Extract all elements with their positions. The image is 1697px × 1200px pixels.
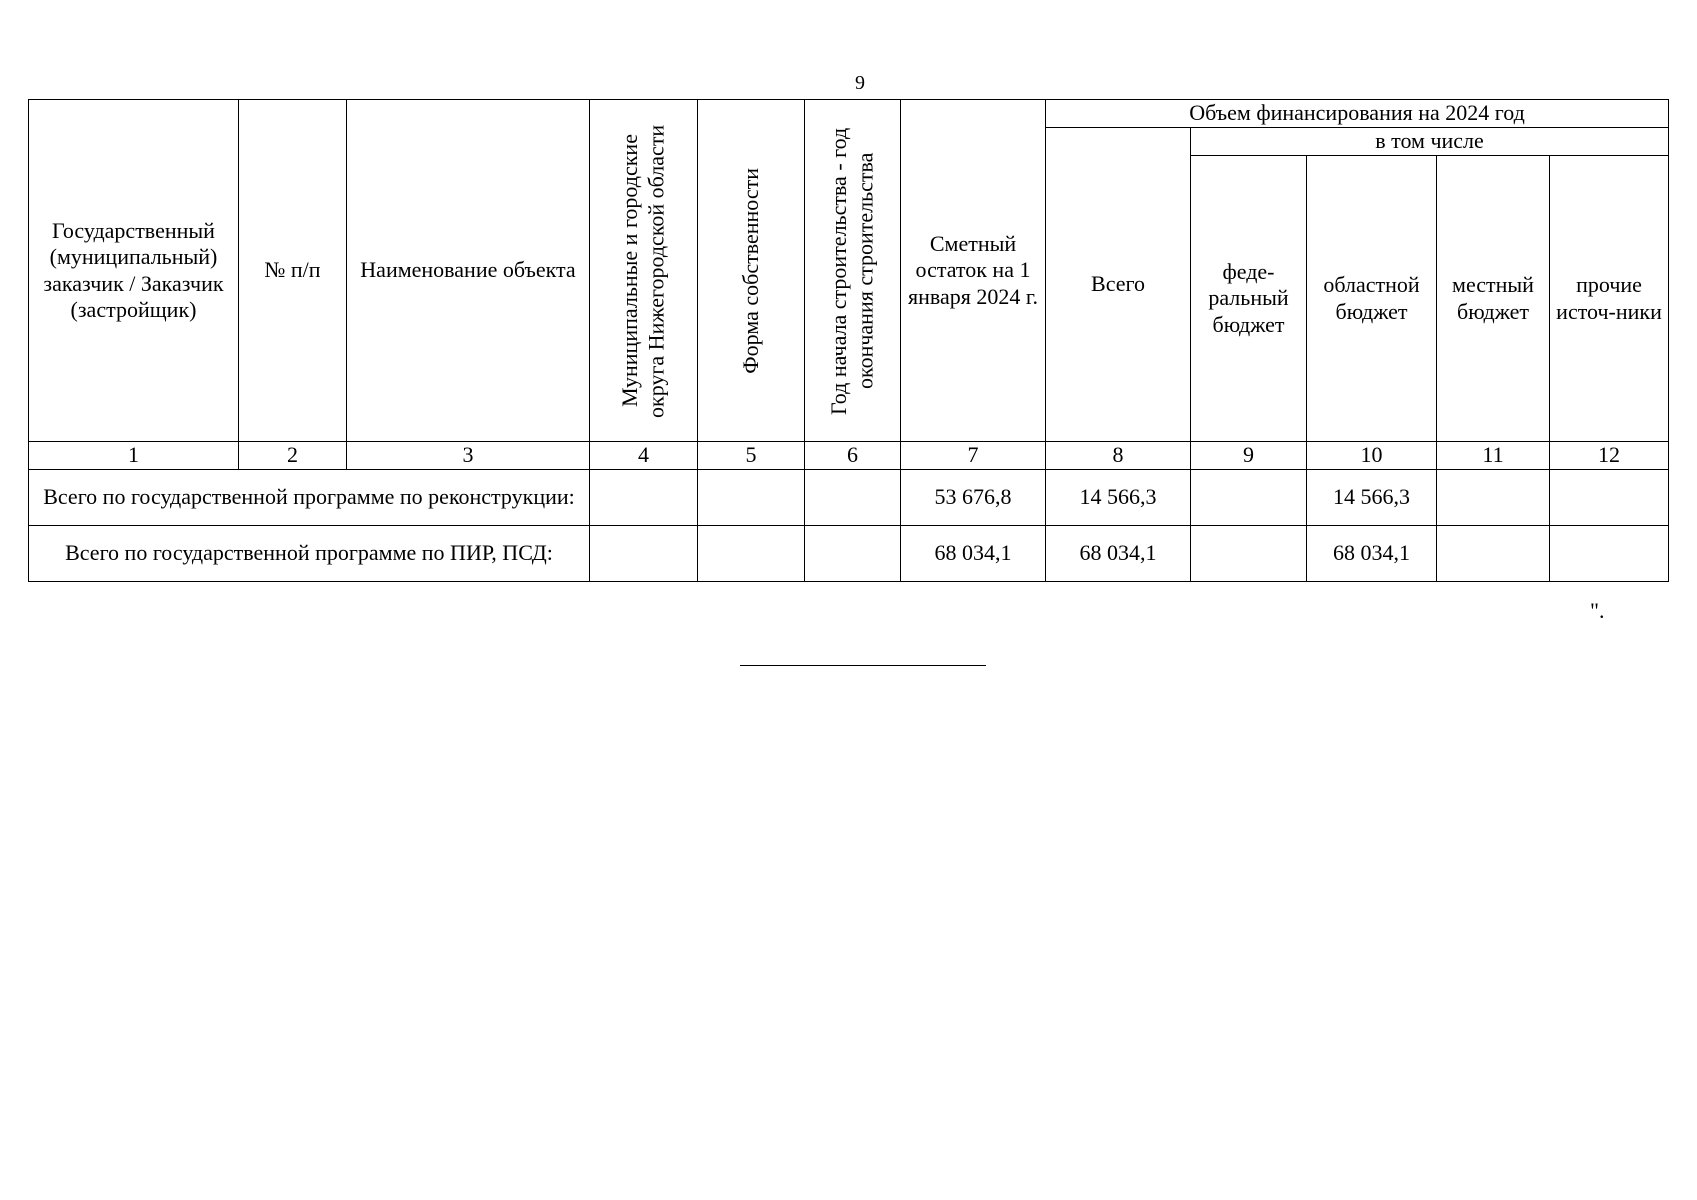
header-municipality-text: Муниципальные и городские округа Нижегородской области: [617, 123, 669, 418]
column-number: 7: [901, 442, 1046, 470]
column-number: 9: [1191, 442, 1307, 470]
header-ownership-text: Форма собственности: [737, 167, 763, 374]
cell-municipality: [590, 526, 698, 582]
header-ownership: [698, 100, 805, 442]
column-number: 6: [805, 442, 901, 470]
cell-total: 68 034,1: [1046, 526, 1191, 582]
column-number: 8: [1046, 442, 1191, 470]
column-number: 11: [1437, 442, 1550, 470]
cell-estimate-balance: 53 676,8: [901, 470, 1046, 526]
header-estimate-balance: Сметный остаток на 1 января 2024 г.: [901, 100, 1046, 442]
header-municipality: [590, 100, 698, 442]
closing-quote: ".: [1590, 598, 1605, 623]
table-row-pir-psd-total: [29, 526, 1669, 582]
table-row-reconstruction-total: [29, 470, 1669, 526]
column-number: 5: [698, 442, 805, 470]
column-number: 2: [239, 442, 347, 470]
row-label: Всего по государственной программе по реконструкции:: [29, 470, 590, 526]
cell-municipality: [590, 470, 698, 526]
column-number: 3: [347, 442, 590, 470]
row-label: Всего по государственной программе по ПИР, ПСД:: [29, 526, 590, 582]
column-number-row: [29, 442, 1669, 470]
cell-ownership: [698, 526, 805, 582]
cell-regional: 68 034,1: [1307, 526, 1437, 582]
header-construction-years-text: Год начала строительства - год окончания строительства: [826, 126, 878, 415]
cell-federal: [1191, 470, 1307, 526]
cell-other: [1550, 526, 1669, 582]
header-number: № п/п: [239, 100, 347, 442]
cell-estimate-balance: 68 034,1: [901, 526, 1046, 582]
header-including: в том числе: [1191, 128, 1669, 156]
header-construction-years: [805, 100, 901, 442]
header-funding-volume: Объем финансирования на 2024 год: [1046, 100, 1669, 128]
header-federal-budget: феде-ральный бюджет: [1191, 156, 1307, 442]
cell-construction-years: [805, 470, 901, 526]
header-customer: Государственный (муниципальный) заказчик / Заказчик (застройщик): [29, 100, 239, 442]
header-local-budget: местный бюджет: [1437, 156, 1550, 442]
column-number: 10: [1307, 442, 1437, 470]
cell-federal: [1191, 526, 1307, 582]
header-object-name: Наименование объекта: [347, 100, 590, 442]
cell-other: [1550, 470, 1669, 526]
cell-local: [1437, 526, 1550, 582]
header-regional-budget: областной бюджет: [1307, 156, 1437, 442]
header-other-sources: прочие источ-ники: [1550, 156, 1669, 442]
cell-regional: 14 566,3: [1307, 470, 1437, 526]
column-number: 1: [29, 442, 239, 470]
column-number: 4: [590, 442, 698, 470]
financing-table: [28, 99, 1669, 582]
page-number: 9: [855, 72, 865, 94]
cell-ownership: [698, 470, 805, 526]
column-number: 12: [1550, 442, 1669, 470]
cell-local: [1437, 470, 1550, 526]
end-of-document-rule: [740, 665, 986, 666]
cell-construction-years: [805, 526, 901, 582]
header-total: Всего: [1046, 128, 1191, 442]
cell-total: 14 566,3: [1046, 470, 1191, 526]
